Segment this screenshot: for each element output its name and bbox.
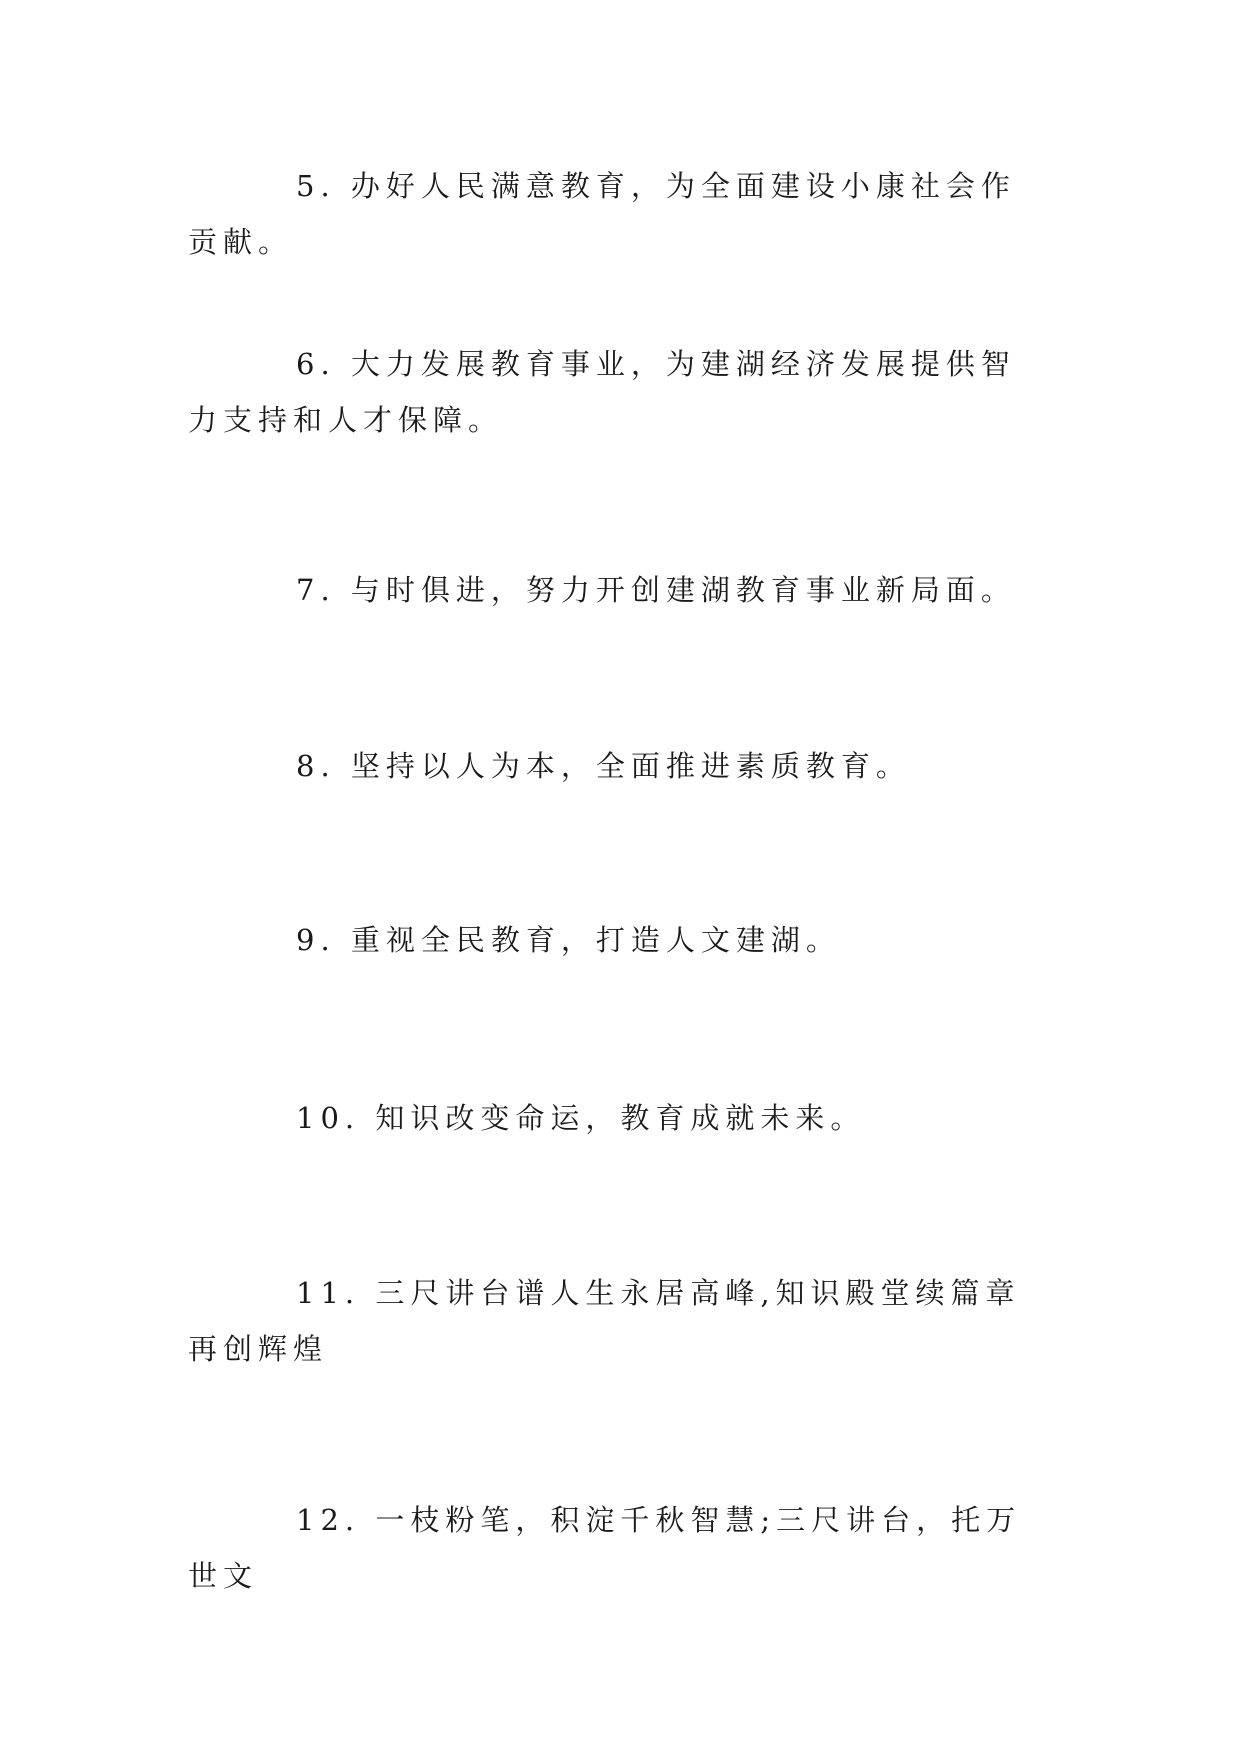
slogan-paragraph-8: 8. 坚持以人为本，全面推进素质教育。: [296, 749, 911, 783]
slogan-paragraph-6: 6. 大力发展教育事业，为建湖经济发展提供智力支持和人才保障。: [188, 347, 1016, 437]
slogan-paragraph-12: 12. 一枝粉笔，积淀千秋智慧;三尺讲台，托万世文: [188, 1503, 1022, 1593]
slogan-paragraph-10: 10. 知识改变命运，教育成就未来。: [296, 1101, 866, 1135]
slogan-paragraph-5: 5. 办好人民满意教育，为全面建设小康社会作贡献。: [188, 169, 1016, 259]
slogan-paragraph-11: 11. 三尺讲台谱人生永居高峰,知识殿堂续篇章再创辉煌: [188, 1276, 1021, 1366]
slogan-paragraph-9: 9. 重视全民教育，打造人文建湖。: [296, 923, 841, 957]
slogan-paragraph-7: 7. 与时俱进，努力开创建湖教育事业新局面。: [296, 573, 1016, 607]
